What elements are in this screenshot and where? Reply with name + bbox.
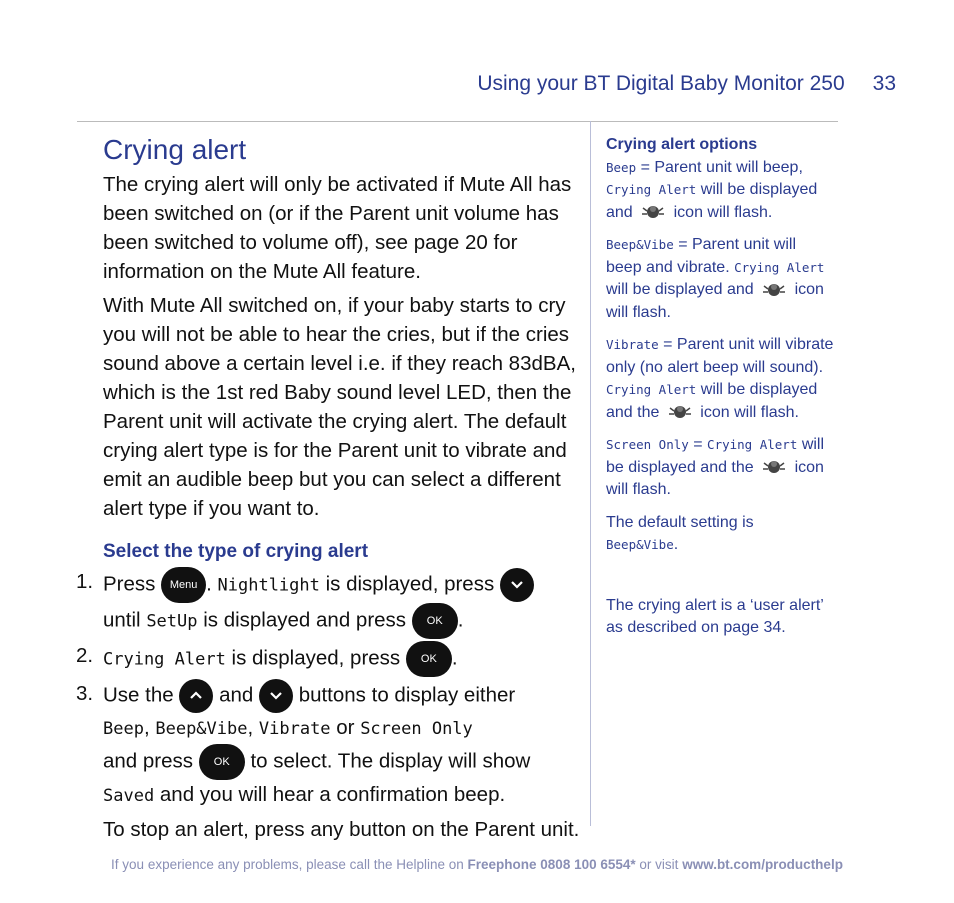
footer-text: or visit [639, 857, 679, 872]
lcd-text: Crying Alert [707, 437, 798, 452]
step-text: and you will hear a confirmation beep. [159, 783, 506, 806]
step-text: Use the [103, 683, 174, 707]
step-text: is displayed, press [231, 646, 401, 670]
page-footer [0, 857, 954, 872]
step-text: . [451, 646, 458, 670]
step-number: 3. [76, 682, 94, 705]
option-beep-vibe [606, 234, 834, 324]
option-text: = Parent unit will beep, [640, 158, 803, 176]
step-text: buttons to display either [298, 683, 516, 707]
footer-text: If you experience any problems, please call the Helpline on [111, 857, 464, 872]
sidebar-options [606, 134, 834, 650]
option-text: will be displayed and [606, 181, 818, 221]
option-text: icon will flash. [606, 458, 824, 498]
column-divider [590, 121, 591, 826]
option-text: icon will flash. [606, 281, 824, 321]
steps-list [76, 567, 583, 811]
lcd-text: Beep [103, 719, 144, 739]
step-2 [76, 641, 583, 677]
step-text: . [457, 608, 464, 632]
lcd-text: Crying Alert [606, 182, 697, 197]
step-text: is displayed and press [203, 608, 407, 632]
option-text: will be displayed and the [606, 381, 818, 421]
option-beep [606, 157, 834, 225]
option-text: icon will flash. [700, 403, 799, 421]
step-text: . [206, 572, 212, 596]
lcd-text: Crying Alert [734, 259, 825, 275]
option-text: will be displayed and the [606, 436, 825, 476]
step-text: Press [103, 572, 156, 596]
lcd-text: SetUp [146, 611, 198, 632]
crying-baby-icon [760, 281, 788, 299]
paragraph-2: With Mute All switched on, if your baby starts to cry you will not be able to hear the cries, but if the cries sound above a certain level i.e. if they reach 83dBA, which is the 1st red Baby sound level LED, then the Parent unit will activate the crying alert. The default crying alert type is for the Parent unit to vibrate and emit an audible beep but you can select a different alert type if you want to. [103, 294, 576, 520]
step-text: , [143, 716, 150, 739]
lcd-text: Beep&Vibe [155, 719, 248, 739]
stop-alert-note: To stop an alert, press any button on the Parent unit. [103, 818, 580, 841]
help-url: www.bt.com/producthelp [682, 857, 843, 872]
lcd-text: Nightlight [217, 575, 320, 596]
default-setting-note [606, 512, 834, 557]
step-text: , [247, 716, 254, 739]
main-column [76, 134, 583, 844]
step-number: 1. [76, 570, 94, 593]
lcd-text: Beep&Vibe [606, 537, 674, 552]
page-header [477, 72, 896, 96]
option-text: = [693, 436, 703, 453]
crying-baby-icon [666, 403, 694, 421]
crying-baby-icon [639, 203, 667, 221]
subheading: Select the type of crying alert [103, 541, 369, 562]
option-text: = Parent unit will vibrate only (no alert beep will sound). [606, 336, 834, 376]
option-text: icon will flash. [673, 203, 773, 221]
down-button-icon [259, 679, 293, 713]
up-button-icon [179, 679, 213, 713]
step-text: or [336, 716, 355, 739]
step-text: and press [103, 749, 194, 773]
option-vibrate [606, 334, 834, 424]
lcd-text: Beep&Vibe [606, 237, 674, 252]
paragraph-1: The crying alert will only be activated if Mute All has been switched on (or if the Parent unit volume has been switched to volume off), see page 20 for information on the Mute All feature. [103, 173, 572, 283]
user-alert-note: The crying alert is a ‘user alert’ as described on page 34. [606, 596, 824, 636]
lcd-text: Crying Alert [606, 382, 697, 397]
option-text: . [673, 536, 679, 553]
ok-button-icon: OK [406, 641, 452, 677]
option-text: = Parent unit will beep and vibrate. [606, 236, 797, 276]
sidebar-title: Crying alert options [606, 136, 758, 153]
step-1 [76, 567, 583, 639]
header-title: Using your BT Digital Baby Monitor 250 [477, 72, 845, 95]
lcd-text: Screen Only [606, 437, 689, 452]
step-number: 2. [76, 644, 94, 667]
lcd-text: Vibrate [258, 719, 331, 739]
option-text: will be displayed and [606, 281, 754, 298]
ok-button-icon: OK [412, 603, 458, 639]
crying-baby-icon [760, 458, 788, 476]
step-3 [76, 679, 583, 811]
header-rule [77, 121, 838, 122]
ok-button-icon: OK [199, 744, 245, 780]
down-button-icon [500, 568, 534, 602]
lcd-text: Saved [103, 786, 155, 806]
step-text: is displayed, press [325, 572, 495, 596]
page-number: 33 [872, 72, 896, 95]
option-text: The default setting is [606, 513, 754, 531]
lcd-text: Screen Only [360, 719, 473, 739]
menu-button-icon: Menu [161, 567, 206, 603]
step-text: until [103, 608, 141, 632]
lcd-text: Beep [606, 159, 637, 175]
section-title: Crying alert [103, 134, 247, 165]
option-screen-only [606, 434, 834, 502]
lcd-text: Vibrate [606, 337, 659, 352]
step-text: to select. The display will show [250, 749, 531, 773]
helpline-number: Freephone 0808 100 6554* [467, 857, 636, 872]
step-text: and [219, 683, 254, 707]
lcd-text: Crying Alert [103, 649, 226, 670]
